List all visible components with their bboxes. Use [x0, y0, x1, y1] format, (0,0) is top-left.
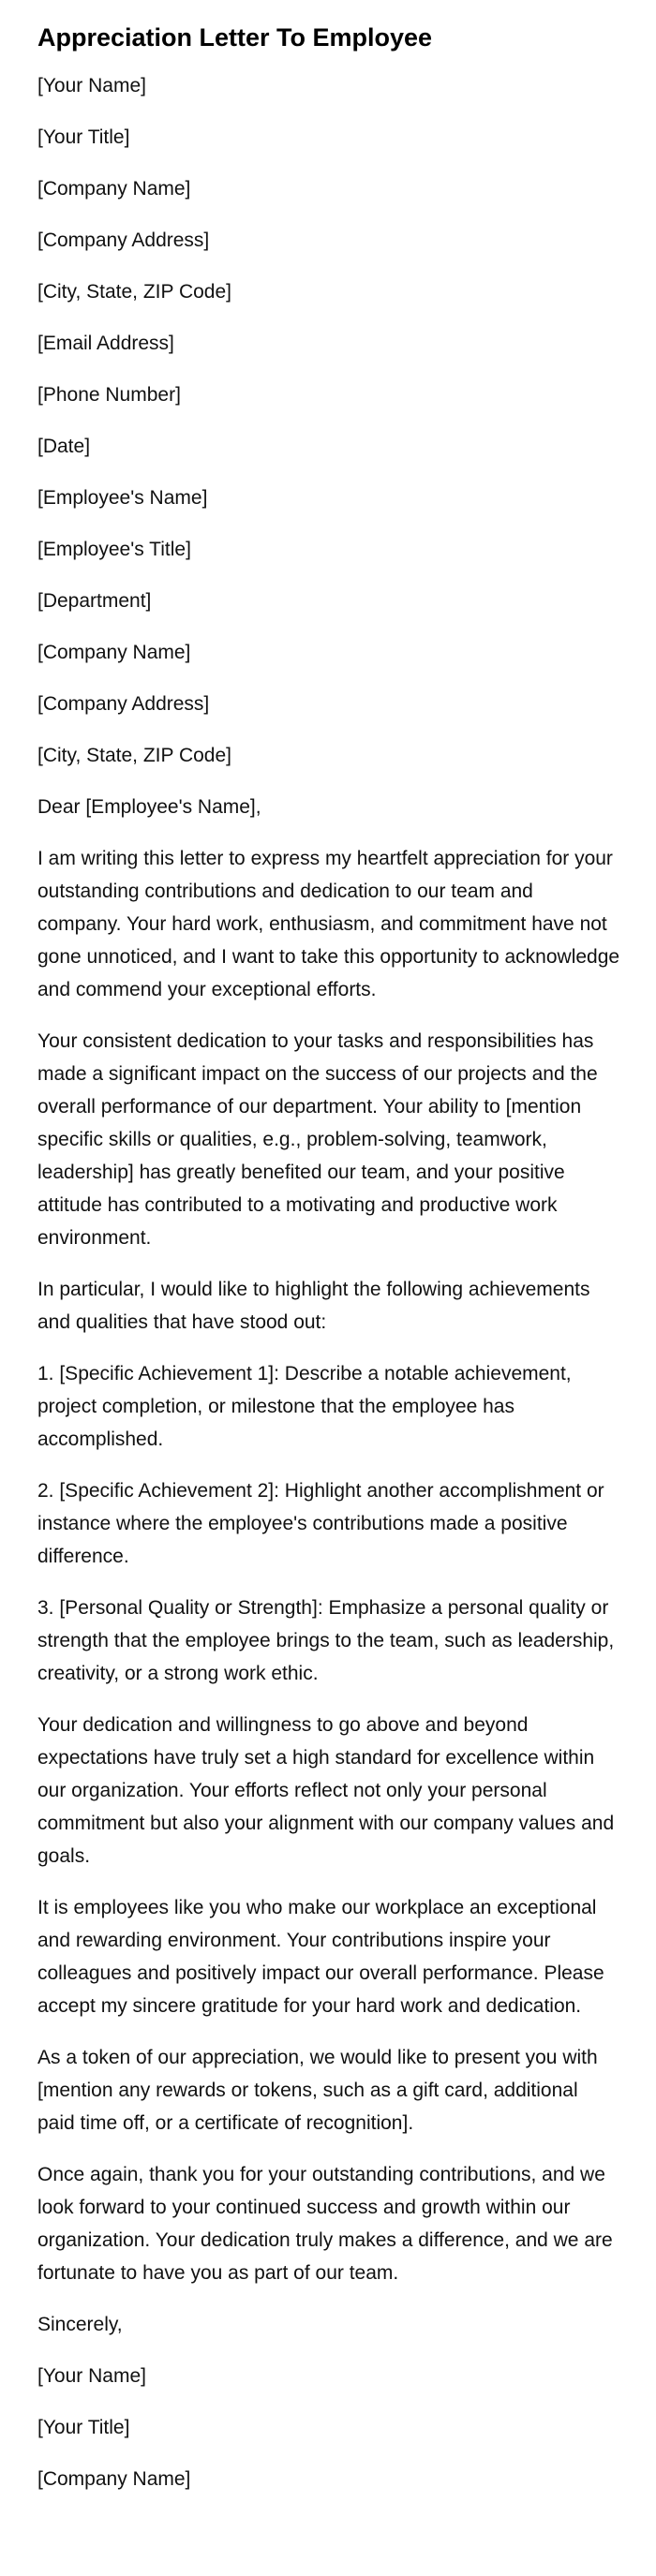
signature-title: [Your Title] — [37, 2417, 130, 2438]
body-paragraph-gratitude: It is employees like you who make our workplace an exceptional and rewarding environment. Your contributions inspire your colleagues and positively impact our overall performance. Please accept my sincere gratitude for your hard work and dedication. — [37, 1897, 604, 2017]
achievement-item-2: 2. [Specific Achievement 2]: Highlight another accomplishment or instance where the employee's contributions made a positive difference. — [37, 1480, 604, 1567]
closing: Sincerely, — [37, 2314, 123, 2335]
signature-name: [Your Name] — [37, 2365, 146, 2387]
letter-content — [37, 19, 620, 2514]
body-paragraph-intro: I am writing this letter to express my heartfelt appreciation for your outstanding contributions and dedication to our team and company. Your hard work, enthusiasm, and commitment have not gone unnoticed, and I want to take this opportunity to acknowledge and commend your exceptional efforts. — [37, 848, 620, 1000]
body-paragraph-closing-thanks: Once again, thank you for your outstanding contributions, and we look forward to your continued success and growth within our organization. Your dedication truly makes a difference, and we are fortunate to have you as part of our team. — [37, 2164, 613, 2284]
recipient-title: [Employee's Title] — [37, 539, 191, 560]
sender-title: [Your Title] — [37, 126, 130, 148]
salutation: Dear [Employee's Name], — [37, 796, 261, 818]
recipient-company-address: [Company Address] — [37, 693, 210, 715]
body-paragraph-token: As a token of our appreciation, we would like to present you with [mention any rewards or tokens, such as a gift card, additional paid time off, or a certificate of recognition]. — [37, 2047, 598, 2134]
sender-email: [Email Address] — [37, 333, 174, 354]
document-title: Appreciation Letter To Employee — [37, 23, 433, 52]
sender-name: [Your Name] — [37, 75, 146, 96]
signature-company-name: [Company Name] — [37, 2468, 191, 2490]
sender-company-name: [Company Name] — [37, 178, 191, 200]
signature-block — [37, 2360, 620, 2495]
recipient-company-name: [Company Name] — [37, 642, 191, 663]
body-paragraph-highlights-intro: In particular, I would like to highlight the following achievements and qualities that have stood out: — [37, 1279, 590, 1333]
recipient-department: [Department] — [37, 590, 152, 612]
body-paragraph-dedication: Your consistent dedication to your tasks and responsibilities has made a significant impact on the success of our projects and the overall performance of our department. Your ability to [mention specific skills or qualities, e.g., problem-solving, teamwork, leadership] has greatly benefited our team, and your positive attitude has contributed to a motivating and productive work environment. — [37, 1030, 598, 1249]
achievement-item-3: 3. [Personal Quality or Strength]: Emphasize a personal quality or strength that the employee brings to the team, such as leadership, creativity, or a strong work ethic. — [37, 1597, 615, 1684]
letter-date: [Date] — [37, 436, 91, 457]
recipient-city-state-zip: [City, State, ZIP Code] — [37, 745, 231, 766]
sender-phone: [Phone Number] — [37, 384, 181, 406]
recipient-block — [37, 481, 620, 772]
sender-block — [37, 69, 620, 411]
letter-body — [37, 842, 620, 2289]
recipient-name: [Employee's Name] — [37, 487, 208, 509]
body-paragraph-excellence: Your dedication and willingness to go above and beyond expectations have truly set a high standard for excellence within our organization. Your efforts reflect not only your personal commitment but also your alignment with our company values and goals. — [37, 1714, 615, 1867]
sender-company-address: [Company Address] — [37, 229, 210, 251]
sender-city-state-zip: [City, State, ZIP Code] — [37, 281, 231, 303]
achievement-item-1: 1. [Specific Achievement 1]: Describe a notable achievement, project completion, or milestone that the employee has accomplished. — [37, 1363, 572, 1450]
